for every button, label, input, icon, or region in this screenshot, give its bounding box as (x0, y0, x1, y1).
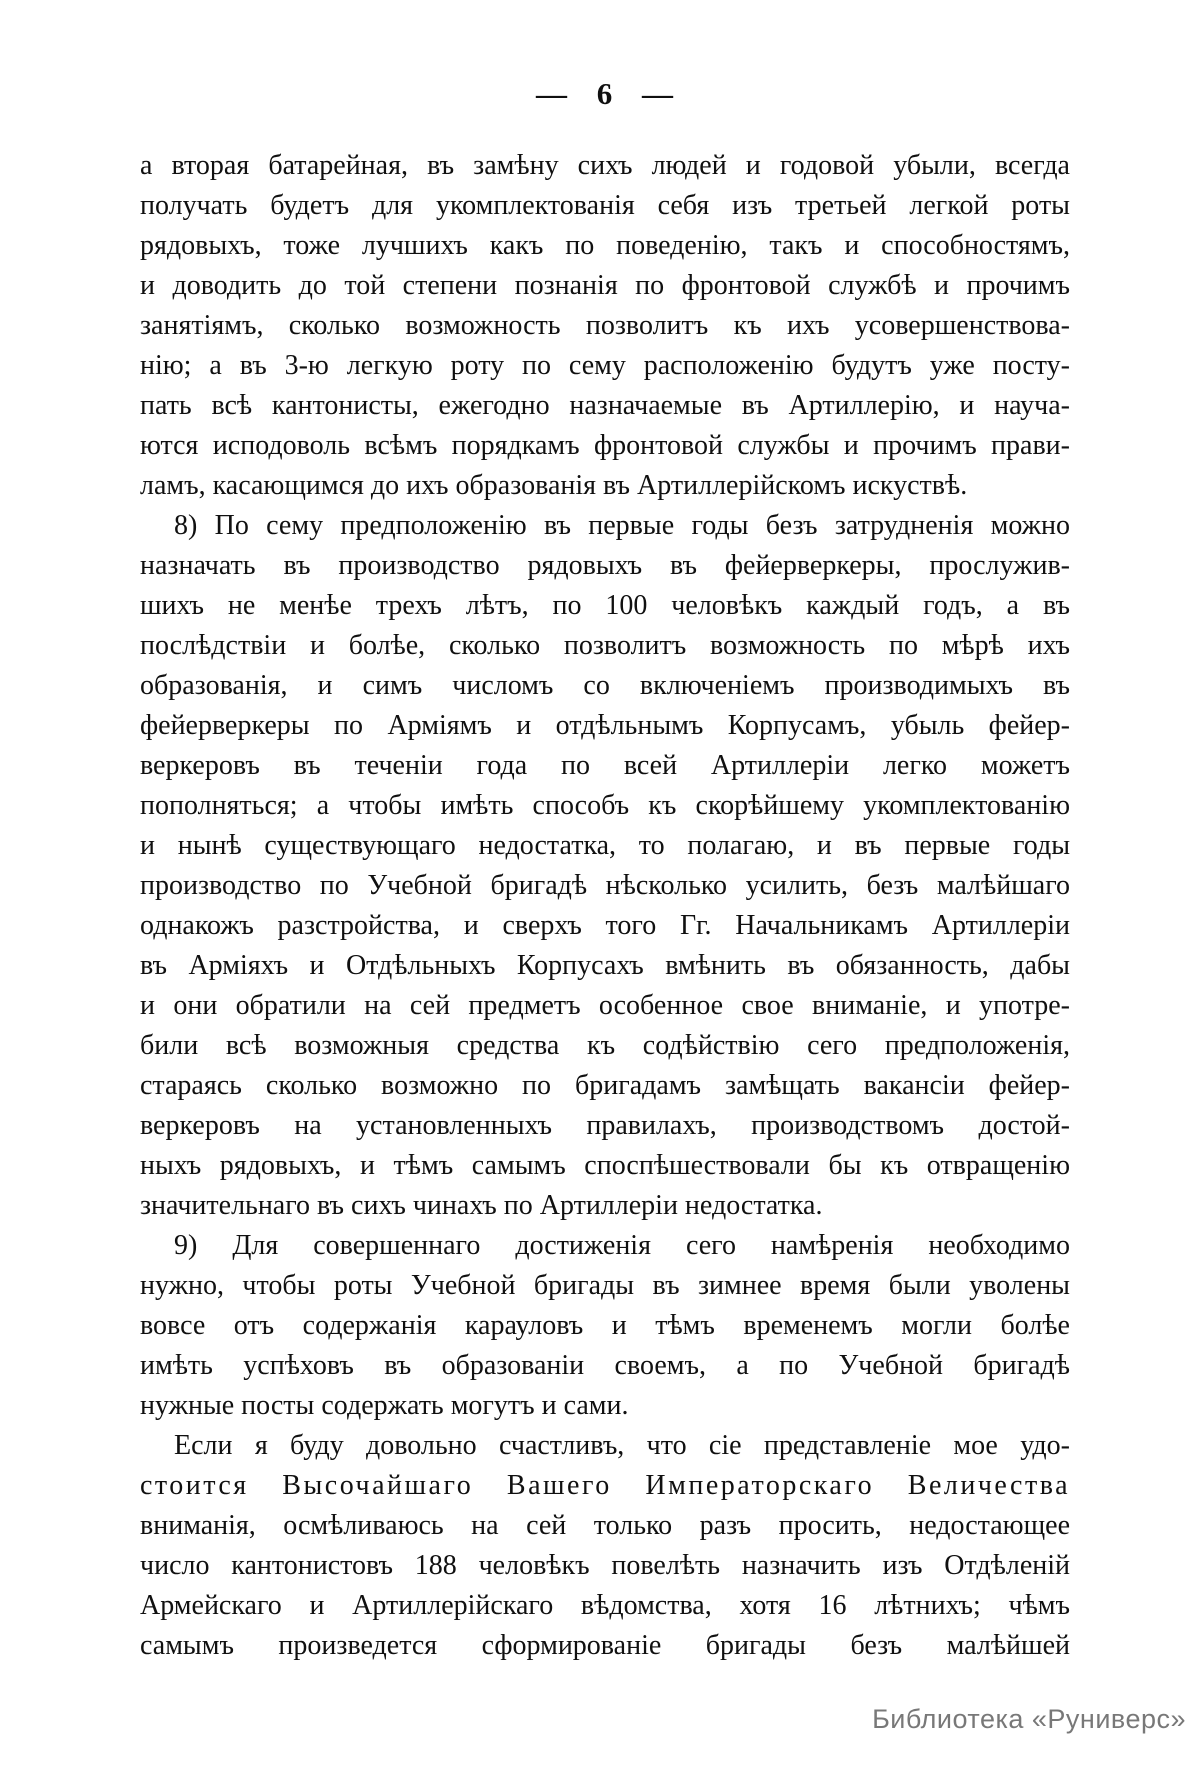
text-line: число кантонистовъ 188 человѣкъ повелѣть назначить изъ Отдѣленій (140, 1550, 1070, 1581)
text-line: имѣть успѣховъ въ образованіи своемъ, а по Учебной бригадѣ (140, 1350, 1070, 1381)
text-line: пать всѣ кантонисты, ежегодно назначаемые въ Артиллерію, и науча- (140, 390, 1070, 421)
text-line: производство по Учебной бригадѣ нѣсколько усилить, безъ малѣйшаго (140, 870, 1070, 901)
text-line: стоится Высочайшаго Вашего Императорскаго Величества (140, 1470, 1070, 1501)
text-line: веркеровъ на установленныхъ правилахъ, производствомъ достой- (140, 1110, 1070, 1141)
text-line: вовсе отъ содержанія карауловъ и тѣмъ временемъ могли болѣе (140, 1310, 1070, 1341)
text-line: послѣдствіи и болѣе, сколько позволитъ возможность по мѣрѣ ихъ (140, 630, 1070, 661)
text-line: самымъ произведется сформированіе бригады безъ малѣйшей (140, 1630, 1070, 1661)
page-number: — 6 — (536, 76, 674, 111)
text-line: и нынѣ существующаго недостатка, то полагаю, и въ первые годы (140, 830, 1070, 861)
text-line: нію; а въ 3-ю легкую роту по сему расположенію будутъ уже посту- (140, 350, 1070, 381)
text-line: Если я буду довольно счастливъ, что сіе представленіе мое удо- (174, 1430, 1070, 1461)
text-line: Армейскаго и Артиллерійскаго вѣдомства, хотя 16 лѣтнихъ; чѣмъ (140, 1590, 1070, 1621)
text-block (140, 146, 1070, 1666)
text-line: пополняться; а чтобы имѣть способъ къ скорѣйшему укомплектованію (140, 790, 1070, 821)
text-line: и доводить до той степени познанія по фронтовой службѣ и прочимъ (140, 270, 1070, 301)
text-line: стараясь сколько возможно по бригадамъ замѣщать вакансіи фейер- (140, 1070, 1070, 1101)
text-line: рядовыхъ, тоже лучшихъ какъ по поведенію, такъ и способностямъ, (140, 230, 1070, 261)
text-line: однакожъ разстройства, и сверхъ того Гг. Начальникамъ Артиллеріи (140, 910, 1070, 941)
text-line: ются исподоволь всѣмъ порядкамъ фронтовой службы и прочимъ прави- (140, 430, 1070, 461)
text-line: въ Арміяхъ и Отдѣльныхъ Корпусахъ вмѣнить въ обязанность, дабы (140, 950, 1070, 981)
text-line: получать будетъ для укомплектованія себя изъ третьей легкой роты (140, 190, 1070, 221)
text-line: ламъ, касающимся до ихъ образованія въ Артиллерійскомъ искуствѣ. (140, 470, 968, 501)
text-line: шихъ не менѣе трехъ лѣтъ, по 100 человѣкъ каждый годъ, а въ (140, 590, 1070, 621)
text-line: ныхъ рядовыхъ, и тѣмъ самымъ споспѣшествовали бы къ отвращенію (140, 1150, 1070, 1181)
text-line: назначать въ производство рядовыхъ въ фейерверкеры, прослужив- (140, 550, 1070, 581)
text-line: значительнаго въ сихъ чинахъ по Артиллеріи недостатка. (140, 1190, 823, 1221)
text-line: занятіямъ, сколько возможность позволитъ къ ихъ усовершенствова- (140, 310, 1070, 341)
text-line: а вторая батарейная, въ замѣну сихъ людей и годовой убыли, всегда (140, 150, 1070, 181)
library-watermark: Библиотека «Руниверс» (872, 1704, 1186, 1734)
text-line: нужные посты содержать могутъ и сами. (140, 1390, 629, 1421)
text-line: нужно, чтобы роты Учебной бригады въ зимнее время были уволены (140, 1270, 1070, 1301)
text-line: и они обратили на сей предметъ особенное свое вниманіе, и употре- (140, 990, 1070, 1021)
text-line: вниманія, осмѣливаюсь на сей только разъ просить, недостающее (140, 1510, 1070, 1541)
text-line: фейерверкеры по Арміямъ и отдѣльнымъ Корпусамъ, убыль фейер- (140, 710, 1070, 741)
text-line: образованія, и симъ числомъ со включеніемъ производимыхъ въ (140, 670, 1070, 701)
text-line: били всѣ возможныя средства къ содѣйствію сего предположенія, (140, 1030, 1070, 1061)
text-line: веркеровъ въ теченіи года по всей Артиллеріи легко можетъ (140, 750, 1070, 781)
text-line: 8) По сему предположенію въ первые годы безъ затрудненія можно (174, 510, 1070, 541)
text-line: 9) Для совершеннаго достиженія сего намѣренія необходимо (174, 1230, 1070, 1261)
